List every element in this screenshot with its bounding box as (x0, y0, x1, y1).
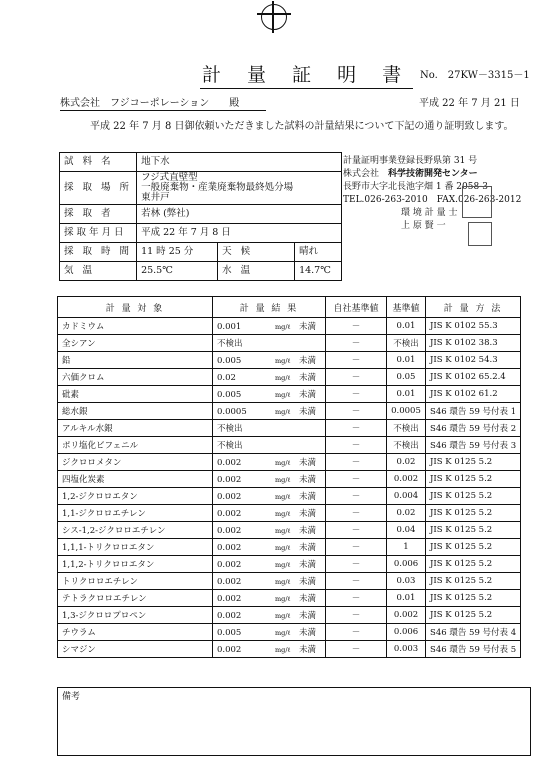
row-self-standard: － (326, 335, 387, 352)
row-method: JIS K 0125 5.2 (426, 488, 521, 505)
row-method: JIS K 0125 5.2 (426, 590, 521, 607)
row-self-standard: － (326, 556, 387, 573)
row-item: 全シアン (58, 335, 213, 352)
sample-value: 地下水 (137, 153, 342, 172)
row-item: トリクロロエチレン (58, 573, 213, 590)
row-method: JIS K 0125 5.2 (426, 539, 521, 556)
emblem-icon (261, 4, 287, 30)
row-item: テトラクロロエチレン (58, 590, 213, 607)
row-item: 総水銀 (58, 403, 213, 420)
row-method: S46 環告 59 号付表 4 (426, 624, 521, 641)
row-result: 0.001 mg/ℓ 未満 (213, 318, 326, 335)
lab-role: 環 境 計 量 士 (401, 208, 458, 218)
issue-date: 平成 22 年 7 月 21 日 (419, 98, 520, 109)
time-value: 11 時 25 分 (137, 243, 218, 262)
row-standard: 0.003 (387, 641, 426, 658)
row-result: 不検出 (213, 437, 326, 454)
lab-registration: 計量証明事業登録長野県第 31 号 (343, 156, 478, 166)
row-self-standard: － (326, 522, 387, 539)
water-temp-value: 14.7℃ (295, 262, 342, 281)
row-method: JIS K 0125 5.2 (426, 573, 521, 590)
table-row (58, 505, 521, 522)
row-method: JIS K 0125 5.2 (426, 522, 521, 539)
row-item: 六価クロム (58, 369, 213, 386)
row-result: 0.002 mg/ℓ 未満 (213, 539, 326, 556)
row-item: ジクロロメタン (58, 454, 213, 471)
table-row (58, 335, 521, 352)
row-method: JIS K 0102 54.3 (426, 352, 521, 369)
row-self-standard: － (326, 437, 387, 454)
air-temp-label: 気 温 (60, 262, 137, 281)
row-result: 0.0005 mg/ℓ 未満 (213, 403, 326, 420)
intro-text: 平成 22 年 7 月 8 日御依頼いただきました試料の計量結果について下記の通り証明致します。 (90, 121, 514, 132)
sample-info-table (59, 152, 342, 281)
row-item: シマジン (58, 641, 213, 658)
row-method: S46 環告 59 号付表 2 (426, 420, 521, 437)
table-row (58, 454, 521, 471)
row-item: 1,1,2-トリクロロエタン (58, 556, 213, 573)
company-seal-icon (462, 186, 492, 218)
header-item: 計 量 対 象 (58, 297, 213, 318)
row-method: JIS K 0102 61.2 (426, 386, 521, 403)
header-method: 計 量 方 法 (426, 297, 521, 318)
table-row (58, 641, 521, 658)
row-method: JIS K 0125 5.2 (426, 607, 521, 624)
row-method: JIS K 0125 5.2 (426, 454, 521, 471)
header-self-standard: 自社基準値 (326, 297, 387, 318)
personal-seal-icon (468, 222, 492, 246)
row-self-standard: － (326, 641, 387, 658)
table-row (58, 488, 521, 505)
row-self-standard: － (326, 573, 387, 590)
row-self-standard: － (326, 624, 387, 641)
lab-address: 長野市大字北長池字畑 1 番 2058-3 (343, 182, 488, 192)
row-result: 0.02 mg/ℓ 未満 (213, 369, 326, 386)
table-row (58, 403, 521, 420)
row-standard: 0.006 (387, 556, 426, 573)
row-standard: 不検出 (387, 335, 426, 352)
client-name: 株式会社 フジコーポレーション 殿 (60, 94, 266, 111)
table-row (58, 352, 521, 369)
row-self-standard: － (326, 352, 387, 369)
row-result: 0.002 mg/ℓ 未満 (213, 471, 326, 488)
row-result: 0.002 mg/ℓ 未満 (213, 573, 326, 590)
row-standard: 0.04 (387, 522, 426, 539)
lab-person: 上 原 賢 一 (401, 221, 446, 231)
row-item: アルキル水銀 (58, 420, 213, 437)
row-method: S46 環告 59 号付表 5 (426, 641, 521, 658)
weather-value: 晴れ (295, 243, 342, 262)
results-table (57, 296, 521, 658)
row-item: 1,3-ジクロロプロペン (58, 607, 213, 624)
table-row (58, 522, 521, 539)
weather-label: 天 候 (218, 243, 295, 262)
sample-label: 試 料 名 (60, 153, 137, 172)
row-self-standard: － (326, 454, 387, 471)
table-row (58, 420, 521, 437)
row-standard: 0.03 (387, 573, 426, 590)
row-result: 不検出 (213, 420, 326, 437)
row-result: 0.002 mg/ℓ 未満 (213, 590, 326, 607)
remarks-label: 備考 (62, 692, 81, 702)
row-standard: 0.006 (387, 624, 426, 641)
row-self-standard: － (326, 505, 387, 522)
header-result: 計 量 結 果 (213, 297, 326, 318)
row-method: JIS K 0102 65.2.4 (426, 369, 521, 386)
row-result: 0.005 mg/ℓ 未満 (213, 352, 326, 369)
document-title: 計 量 証 明 書 (200, 60, 413, 89)
row-item: 砒素 (58, 386, 213, 403)
row-standard: 不検出 (387, 437, 426, 454)
row-result: 0.002 mg/ℓ 未満 (213, 522, 326, 539)
table-row (58, 318, 521, 335)
row-method: JIS K 0102 38.3 (426, 335, 521, 352)
header-standard: 基準値 (387, 297, 426, 318)
location-label: 採 取 場 所 (60, 172, 137, 205)
row-standard: 不検出 (387, 420, 426, 437)
row-item: チウラム (58, 624, 213, 641)
row-standard: 0.01 (387, 318, 426, 335)
date-label: 採取年月日 (60, 224, 137, 243)
row-method: JIS K 0125 5.2 (426, 505, 521, 522)
row-self-standard: － (326, 590, 387, 607)
row-self-standard: － (326, 403, 387, 420)
row-standard: 0.01 (387, 352, 426, 369)
row-standard: 0.01 (387, 386, 426, 403)
row-result: 0.002 mg/ℓ 未満 (213, 488, 326, 505)
row-item: 1,1-ジクロロエチレン (58, 505, 213, 522)
time-label: 採 取 時 間 (60, 243, 137, 262)
row-result: 不検出 (213, 335, 326, 352)
row-standard: 0.02 (387, 454, 426, 471)
table-row (58, 607, 521, 624)
air-temp-value: 25.5℃ (137, 262, 218, 281)
table-row (58, 573, 521, 590)
row-self-standard: － (326, 539, 387, 556)
row-standard: 0.0005 (387, 403, 426, 420)
row-item: カドミウム (58, 318, 213, 335)
row-item: 鉛 (58, 352, 213, 369)
row-result: 0.005 mg/ℓ 未満 (213, 624, 326, 641)
remarks-box (57, 687, 531, 756)
lab-phone: TEL.026-263-2010 FAX.026-263-2012 (343, 195, 522, 205)
table-row (58, 624, 521, 641)
table-row (58, 539, 521, 556)
table-row (58, 369, 521, 386)
row-item: シス-1,2-ジクロロエチレン (58, 522, 213, 539)
row-self-standard: － (326, 488, 387, 505)
table-row (58, 590, 521, 607)
table-row (58, 556, 521, 573)
lab-block (343, 155, 543, 233)
row-item: 1,1,1-トリクロロエタン (58, 539, 213, 556)
row-method: JIS K 0125 5.2 (426, 471, 521, 488)
row-result: 0.002 mg/ℓ 未満 (213, 607, 326, 624)
row-method: S46 環告 59 号付表 3 (426, 437, 521, 454)
row-self-standard: － (326, 607, 387, 624)
row-result: 0.002 mg/ℓ 未満 (213, 641, 326, 658)
water-temp-label: 水 温 (218, 262, 295, 281)
lab-company: 株式会社 科学技術開発センター (343, 169, 478, 179)
row-item: ポリ塩化ビフェニル (58, 437, 213, 454)
collector-label: 採 取 者 (60, 205, 137, 224)
row-self-standard: － (326, 318, 387, 335)
row-self-standard: － (326, 386, 387, 403)
row-result: 0.002 mg/ℓ 未満 (213, 556, 326, 573)
row-method: S46 環告 59 号付表 1 (426, 403, 521, 420)
table-row (58, 386, 521, 403)
row-standard: 0.05 (387, 369, 426, 386)
row-standard: 0.002 (387, 607, 426, 624)
row-item: 1,2-ジクロロエタン (58, 488, 213, 505)
collector-value: 若林 (弊社) (137, 205, 342, 224)
row-result: 0.002 mg/ℓ 未満 (213, 454, 326, 471)
row-self-standard: － (326, 369, 387, 386)
date-value: 平成 22 年 7 月 8 日 (137, 224, 342, 243)
row-result: 0.002 mg/ℓ 未満 (213, 505, 326, 522)
table-row (58, 437, 521, 454)
row-method: JIS K 0102 55.3 (426, 318, 521, 335)
row-method: JIS K 0125 5.2 (426, 556, 521, 573)
row-self-standard: － (326, 471, 387, 488)
row-result: 0.005 mg/ℓ 未満 (213, 386, 326, 403)
certificate-number: No. 27KW－3315－1 (420, 70, 530, 81)
location-value: フジ式直壁型 一般廃棄物・産業廃棄物最終処分場 東井戸 (137, 172, 342, 205)
row-standard: 0.01 (387, 590, 426, 607)
row-self-standard: － (326, 420, 387, 437)
table-row (58, 471, 521, 488)
row-standard: 0.002 (387, 471, 426, 488)
row-standard: 0.004 (387, 488, 426, 505)
row-item: 四塩化炭素 (58, 471, 213, 488)
row-standard: 0.02 (387, 505, 426, 522)
row-standard: 1 (387, 539, 426, 556)
